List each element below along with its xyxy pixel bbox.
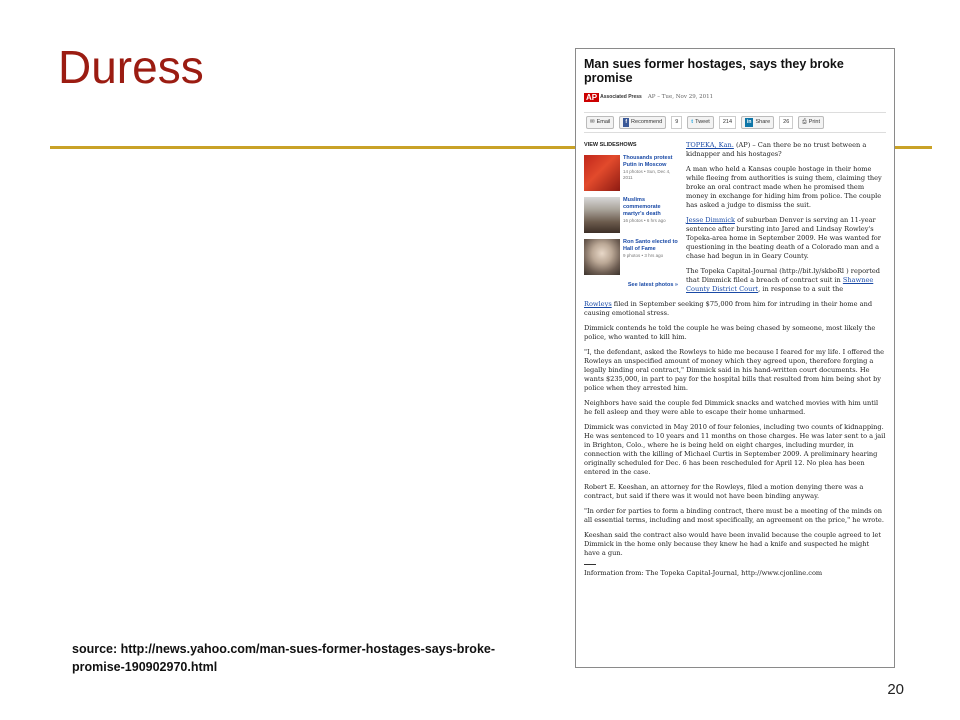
article-paragraph: Neighbors have said the couple fed Dimmick snacks and watched movies with him until he fell asleep and they were able to escape their home unharmed. [584, 399, 879, 416]
article-lead [686, 141, 886, 300]
slide-title: Duress [58, 41, 204, 93]
page-number: 20 [887, 681, 904, 698]
share-toolbar [584, 112, 886, 133]
ap-logo-mark: AP [586, 93, 598, 102]
article-paragraph: Dimmick contends he told the couple he was being chased by someone, most likely the police, who wanted to kill him. [584, 324, 876, 341]
article-headline: Man sues former hostages, says they broke promise [584, 57, 844, 85]
slideshows-heading: VIEW SLIDESHOWS [584, 142, 637, 148]
ap-logo-name: Associated Press [600, 94, 642, 100]
slideshow-title[interactable]: Muslims commemorate martyr's death [623, 197, 661, 217]
article-top-section [584, 141, 886, 300]
article-paragraph: Rowleys filed in September seeking $75,000 from him for intruding in their home and causing emotional stress. [584, 300, 873, 317]
slideshow-thumbnail[interactable] [584, 155, 620, 191]
byline-meta: AP – Tue, Nov 29, 2011 [647, 94, 714, 100]
printer-icon: ⎙ [802, 119, 807, 125]
article-screenshot [575, 48, 895, 668]
slideshow-item[interactable] [584, 155, 680, 191]
article-paragraph: The Topeka Capital-Journal (http://bit.ly/skboRl ) reported that Dimmick filed a breach of contract suit in Shawnee County District Court, in response to a suit the [686, 267, 880, 293]
slideshow-thumbnail[interactable] [584, 197, 620, 233]
tweet-count: 214 [719, 116, 736, 129]
slideshow-meta: 9 photos • 3 hrs ago [623, 253, 664, 258]
article-paragraph: TOPEKA, Kan. (AP) – Can there be no trust between a kidnapper and his hostages? [686, 141, 867, 158]
slideshow-meta: 14 photos • Sun, Dec 4, 2011 [623, 169, 671, 180]
article-paragraph: "I, the defendant, asked the Rowleys to hide me because I feared for my life. I offered the Rowleys an unspecified amount of money which they agreed upon, therefore forging a legally binding oral contract," Dimmick said in his hand-written court documents. He wants $235,000, in part to pay for the hospital bills that resulted from him being shot by police when they arrested him. [584, 348, 885, 392]
twitter-bird-icon: t [691, 119, 694, 125]
rowleys-link[interactable]: Rowleys [584, 300, 612, 308]
share-label: Share [755, 119, 771, 125]
person-link[interactable]: Jesse Dimmick [686, 216, 736, 224]
print-label: Print [808, 119, 820, 125]
article-paragraph: Keeshan said the contract also would have been invalid because the couple agreed to let Dimmick in the home only because they knew he had a knife and suspected he might have a gun. [584, 531, 882, 557]
slideshow-title[interactable]: Thousands protest Putin in Moscow [623, 155, 673, 168]
article-paragraph: Robert E. Keeshan, an attorney for the Rowleys, filed a motion denying there was a contract, but said if there was it would not have been binding anyway. [584, 483, 864, 500]
slideshow-item[interactable] [584, 197, 680, 233]
article-paragraph: A man who held a Kansas couple hostage in their home while fleeing from authorities is suing them, claiming they broke an oral contract made when he promised them money in exchange for hiding him from police. The couple has asked a judge to dismiss the suit. [686, 165, 882, 209]
linkedin-share-button[interactable] [741, 116, 774, 129]
email-label: Email [596, 119, 611, 125]
tweet-button[interactable] [687, 116, 714, 129]
slideshow-meta: 16 photos • 6 hrs ago [623, 218, 666, 223]
recommend-button[interactable] [619, 116, 666, 129]
slideshow-thumbnail[interactable] [584, 239, 620, 275]
envelope-icon: ✉ [590, 119, 595, 125]
email-button[interactable] [586, 116, 614, 129]
print-button[interactable] [798, 116, 824, 129]
dateline-link[interactable]: TOPEKA, Kan. [686, 141, 734, 149]
slideshows-panel [584, 141, 680, 300]
source-citation: source: http://news.yahoo.com/man-sues-former-hostages-says-broke-promise-190902970.html [72, 642, 496, 674]
slideshow-title[interactable]: Ron Santo elected to Hall of Fame [623, 239, 678, 252]
ap-logo [584, 93, 642, 102]
court-link[interactable]: Shawnee County District Court [686, 276, 874, 293]
article-body [584, 300, 886, 578]
share-count: 26 [779, 116, 793, 129]
article-paragraph: Dimmick was convicted in May 2010 of four felonies, including two counts of kidnapping. He was sentenced to 10 years and 11 months on those charges. He was later sent to a jail in Brighton, Colo., where he is being held on eight charges, including murder, in connection with the killing of Michael Curtis in September 2009. A preliminary hearing originally scheduled for Dec. 6 has been rescheduled for April 12. No plea has been entered in the case. [584, 423, 886, 476]
recommend-label: Recommend [631, 119, 663, 125]
recommend-count: 9 [671, 116, 682, 129]
facebook-icon: f [625, 119, 628, 125]
article-footer: Information from: The Topeka Capital-Journal, http://www.cjonline.com [584, 569, 823, 577]
slideshow-item[interactable] [584, 239, 680, 275]
tweet-label: Tweet [695, 119, 710, 125]
article-divider [584, 564, 596, 565]
article-paragraph: Jesse Dimmick of suburban Denver is serving an 11-year sentence after bursting into Jared and Lindsay Rowley's Topeka-area home in September 2009. He was wanted for questioning in the beating death of a Colorado man and a chase had begun in in Geary County. [686, 216, 881, 260]
linkedin-icon: in [747, 119, 752, 125]
article-byline [584, 93, 886, 102]
see-latest-photos-link[interactable]: See latest photos » [627, 282, 678, 288]
article-paragraph: "In order for parties to form a binding contract, there must be a meeting of the minds on all essential terms, including and most specifically, an agreement on the price," he wrote. [584, 507, 884, 524]
